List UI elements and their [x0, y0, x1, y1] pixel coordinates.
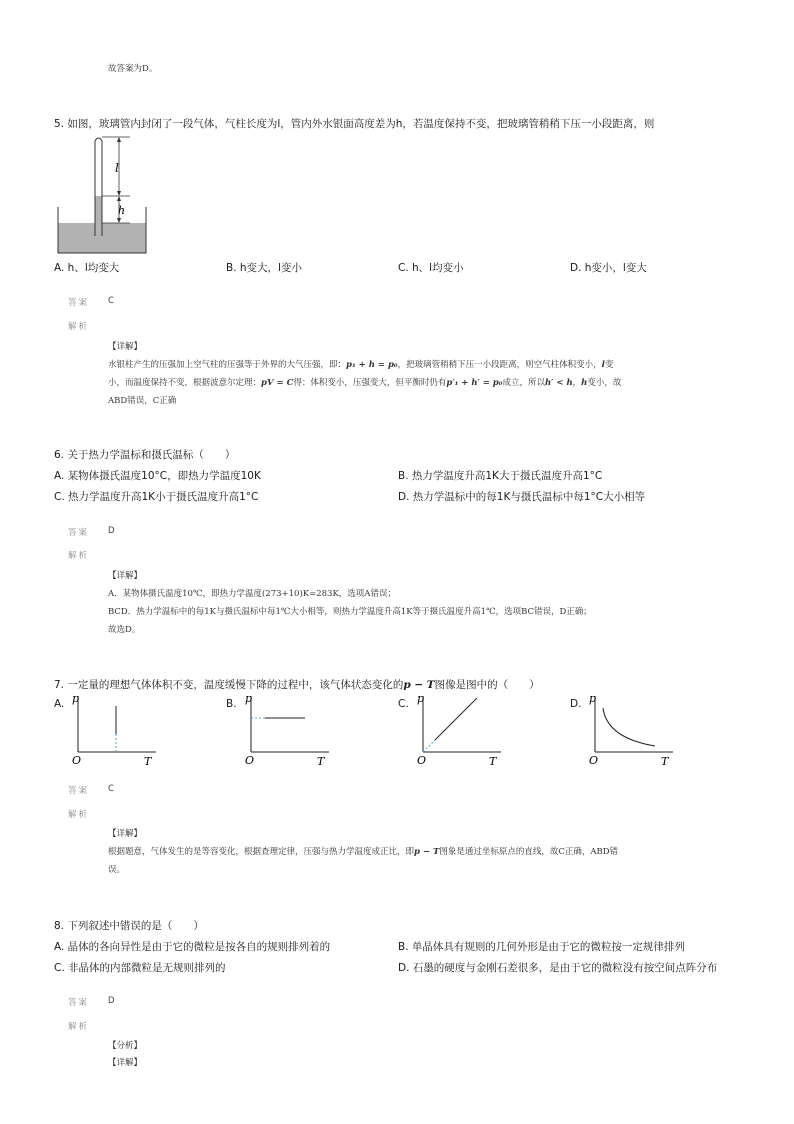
q6-stem: 6. 关于热力学温标和摄氏温标（ ） [54, 449, 236, 461]
q7-solution-line-1: 根据题意，气体发生的是等容变化，根据查理定律，压强与热力学温度成正比，即p − T图象是通过坐标原点的直线，故C正确，ABD错 [108, 847, 619, 857]
q5-solution-line-2: 小，而温度保持不变，根据波意尔定理：pV = C得：体积变小，压强变大，但平衡时仍有p′₁ + h′ = p₀成立，所以h′ < h，h变小，故 [108, 378, 622, 388]
q6-option-a[interactable]: A. 某物体摄氏温度10°C，即热力学温度10K [54, 470, 261, 482]
svg-text:p: p [589, 692, 597, 705]
tube-mercury [95, 196, 102, 234]
q5-option-c[interactable]: C. h、l均变小 [398, 262, 464, 274]
q5-analysis-label: 解析 [68, 322, 90, 332]
q6-option-c[interactable]: C. 热力学温度升高1K小于摄氏温度升高1°C [54, 491, 259, 503]
q5-solution-line-3: ABD错误，C正确 [108, 396, 177, 406]
q7-graph-b[interactable] [243, 690, 333, 768]
fig-label-h: h [118, 204, 126, 217]
svg-text:O: O [417, 754, 427, 767]
q5-tube-figure [54, 133, 154, 257]
svg-text:p: p [245, 692, 253, 705]
q8-option-d[interactable]: D. 石墨的硬度与金刚石差很多，是由于它的微粒没有按空间点阵分布 [398, 962, 718, 974]
svg-text:T: T [489, 755, 497, 768]
q6-answer: D [108, 526, 115, 536]
q5-answer-label: 答案 [68, 298, 90, 308]
svg-text:T: T [144, 755, 152, 768]
q8-option-b[interactable]: B. 单晶体具有规则的几何外形是由于它的微粒按一定规律排列 [398, 941, 685, 953]
q7-analysis-label: 解析 [68, 810, 90, 820]
q5-detail-tag: 【详解】 [108, 342, 143, 352]
q5-stem: 5. 如图，玻璃管内封闭了一段气体，气柱长度为l，管内外水银面高度差为h，若温度保持不变，把玻璃管稍稍下压一小段距离，则 [54, 118, 655, 130]
q7-graph-d[interactable] [587, 690, 677, 768]
q7-detail-tag: 【详解】 [108, 829, 143, 839]
q5-option-b[interactable]: B. h变大，l变小 [226, 262, 302, 274]
q7-formula: p − T [403, 679, 435, 691]
q5-option-d[interactable]: D. h变小，l变大 [570, 262, 647, 274]
fig-label-l: l [115, 161, 119, 175]
q8-answer: D [108, 996, 115, 1006]
q7-solution-line-2: 误。 [108, 865, 126, 875]
q7-option-d[interactable]: D. [570, 698, 582, 710]
q7-graph-c[interactable] [415, 690, 505, 768]
q5-solution-line-1: 水银柱产生的压强加上空气柱的压强等于外界的大气压强，即：p₁ + h = p₀，把玻璃管稍稍下压一小段距离，则空气柱体积变小，l变 [108, 360, 614, 370]
svg-text:T: T [661, 755, 669, 768]
graph-d-curve [603, 708, 655, 746]
q5-option-a[interactable]: A. h、l均变大 [54, 262, 120, 274]
q7-answer-label: 答案 [68, 786, 90, 796]
graph-c-line [435, 698, 477, 740]
q5-formula-1: p₁ + h = p₀ [346, 360, 398, 370]
q8-option-a[interactable]: A. 晶体的各向异性是由于它的微粒是按各自的规则排列着的 [54, 941, 331, 953]
svg-text:O: O [245, 754, 255, 767]
svg-text:p: p [417, 692, 425, 705]
q6-answer-label: 答案 [68, 528, 90, 538]
svg-text:O: O [589, 754, 599, 767]
q6-detail-tag: 【详解】 [108, 571, 143, 581]
q6-solution-line-3: 故选D。 [108, 625, 141, 635]
q6-option-b[interactable]: B. 热力学温度升高1K大于摄氏温度升高1°C [398, 470, 603, 482]
q8-analysis-tag: 【分析】 [108, 1041, 143, 1051]
q7-graph-a[interactable] [70, 690, 160, 768]
svg-text:p: p [72, 692, 80, 705]
q8-option-c[interactable]: C. 非晶体的内部微粒是无规则排列的 [54, 962, 226, 974]
q7-option-c[interactable]: C. [398, 698, 409, 710]
q7-option-a[interactable]: A. [54, 698, 65, 710]
q7-answer: C [108, 784, 114, 794]
q8-detail-tag: 【详解】 [108, 1058, 143, 1068]
q8-stem: 8. 下列叙述中错误的是（ ） [54, 920, 204, 932]
q6-analysis-label: 解析 [68, 551, 90, 561]
svg-text:T: T [317, 755, 325, 768]
q6-option-d[interactable]: D. 热力学温标中的每1K与摄氏温标中每1°C大小相等 [398, 491, 646, 503]
q5-answer: C [108, 296, 114, 306]
svg-text:O: O [72, 754, 82, 767]
q8-answer-label: 答案 [68, 998, 90, 1008]
q8-analysis-label: 解析 [68, 1022, 90, 1032]
graph-c-dashed [423, 740, 435, 752]
q6-solution-line-1: A．某物体摄氏温度10℃，即热力学温度(273+10)K=283K，选项A错误； [108, 589, 396, 599]
previous-conclusion: 故答案为D。 [108, 64, 158, 74]
q6-solution-line-2: BCD．热力学温标中的每1K与摄氏温标中每1℃大小相等，则热力学温度升高1K等于摄氏温度升高1℃，选项BC错误，D正确； [108, 607, 592, 617]
q7-stem: 7. 一定量的理想气体体积不变，温度缓慢下降的过程中，该气体状态变化的p − T图像是图中的（ ） [54, 679, 540, 691]
q7-option-b[interactable]: B. [226, 698, 237, 710]
